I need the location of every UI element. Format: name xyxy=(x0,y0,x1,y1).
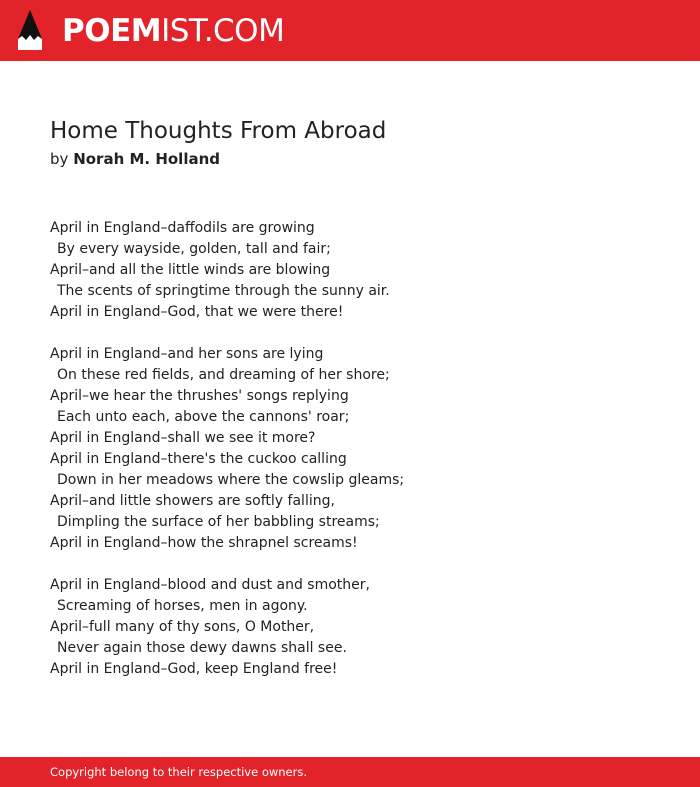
poem-line: April in England–God, keep England free! xyxy=(50,661,338,677)
logo-light-text: IST.COM xyxy=(161,13,285,49)
poem-line: April in England–God, that we were there! xyxy=(50,304,344,320)
poem-line: April in England–daffodils are growing xyxy=(50,220,315,236)
site-header xyxy=(0,0,700,61)
poem-title: Home Thoughts From Abroad xyxy=(50,118,387,144)
pencil-tip-icon[interactable] xyxy=(17,9,43,51)
site-footer xyxy=(0,757,700,787)
poem-line: April in England–there's the cuckoo calling xyxy=(50,451,347,467)
copyright-text: Copyright belong to their respective owners. xyxy=(50,765,308,779)
poem-body xyxy=(50,218,670,701)
poem-line: Down in her meadows where the cowslip gleams; xyxy=(57,472,405,488)
poem-line: April–full many of thy sons, O Mother, xyxy=(50,619,315,635)
byline-prefix: by xyxy=(50,150,69,168)
poem-line: By every wayside, golden, tall and fair; xyxy=(57,241,331,257)
poem-line: April–and little showers are softly falling, xyxy=(50,493,335,509)
poem-line: April–and all the little winds are blowing xyxy=(50,262,331,278)
stanza xyxy=(50,575,670,680)
poem-line: April in England–how the shrapnel screams! xyxy=(50,535,358,551)
poem-line: Dimpling the surface of her babbling streams; xyxy=(57,514,380,530)
poem-line: Each unto each, above the cannons' roar; xyxy=(57,409,350,425)
poem-line: Screaming of horses, men in agony. xyxy=(57,598,308,614)
byline xyxy=(50,148,220,170)
poem-line: The scents of springtime through the sunny air. xyxy=(57,283,390,299)
logo-bold-text: POEM xyxy=(62,13,162,49)
poem-line: April in England–shall we see it more? xyxy=(50,430,316,446)
poem-line: On these red fields, and dreaming of her shore; xyxy=(57,367,390,383)
poem-line: April–we hear the thrushes' songs replying xyxy=(50,388,349,404)
author-name: Norah M. Holland xyxy=(73,150,220,168)
poem-line: Never again those dewy dawns shall see. xyxy=(57,640,347,656)
stanza xyxy=(50,218,670,323)
poem-line: April in England–and her sons are lying xyxy=(50,346,324,362)
stanza xyxy=(50,344,670,554)
poem-line: April in England–blood and dust and smother, xyxy=(50,577,370,593)
site-logo[interactable] xyxy=(62,11,284,51)
